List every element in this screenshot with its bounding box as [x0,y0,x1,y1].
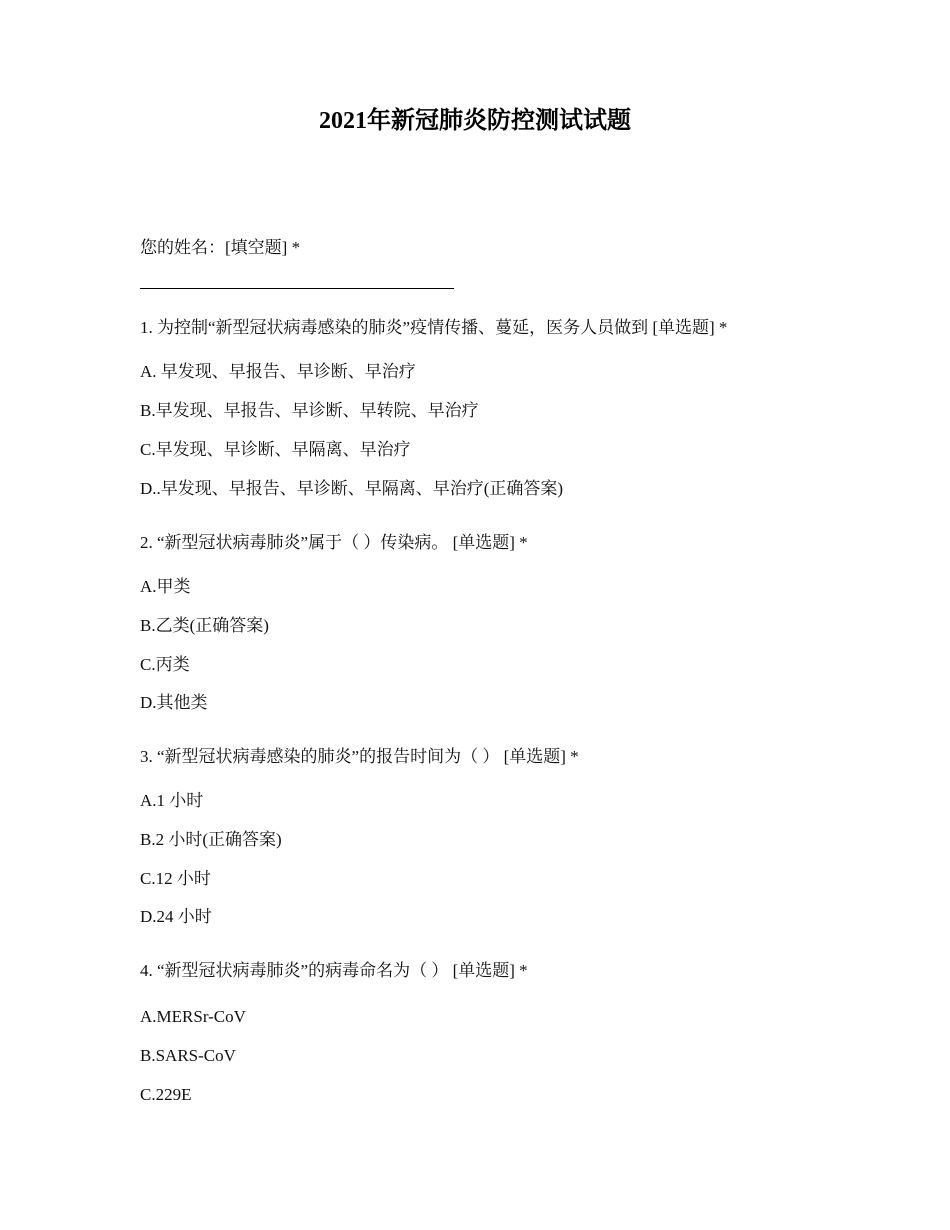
question-1-stem: 1. 为控制“新型冠状病毒感染的肺炎”疫情传播、蔓延，医务人员做到 [单选题] * [140,318,728,337]
question-1-option-b: B.早发现、早报告、早诊断、早转院、早治疗 [140,401,479,420]
question-4-option-b: B.SARS-CoV [140,1046,236,1065]
question-3-stem: 3. “新型冠状病毒感染的肺炎”的报告时间为（ ） [单选题] * [140,747,579,766]
question-1-option-c: C.早发现、早诊断、早隔离、早治疗 [140,440,411,459]
question-1-option-a: A. 早发现、早报告、早诊断、早治疗 [140,362,416,381]
question-2-stem: 2. “新型冠状病毒肺炎”属于（ ）传染病。 [单选题] * [140,533,528,552]
question-2-option-a: A.甲类 [140,577,191,596]
question-2-option-b: B.乙类(正确答案) [140,616,269,635]
question-3-option-a: A.1 小时 [140,791,204,810]
question-4-option-c: C.229E [140,1085,192,1104]
question-2-option-d: D.其他类 [140,693,208,712]
question-4-stem: 4. “新型冠状病毒肺炎”的病毒命名为（ ） [单选题] * [140,961,528,980]
name-prompt: 您的姓名：[填空题] * [140,238,301,257]
question-4-option-a: A.MERSr-CoV [140,1007,246,1026]
question-1-option-d: D..早发现、早报告、早诊断、早隔离、早治疗(正确答案) [140,479,564,498]
document-title: 2021年新冠肺炎防控测试试题 [319,108,631,134]
question-3-option-c: C.12 小时 [140,869,211,888]
name-answer-line [140,288,454,289]
question-3-option-b: B.2 小时(正确答案) [140,830,282,849]
question-3-option-d: D.24 小时 [140,907,212,926]
question-2-option-c: C.丙类 [140,655,190,674]
